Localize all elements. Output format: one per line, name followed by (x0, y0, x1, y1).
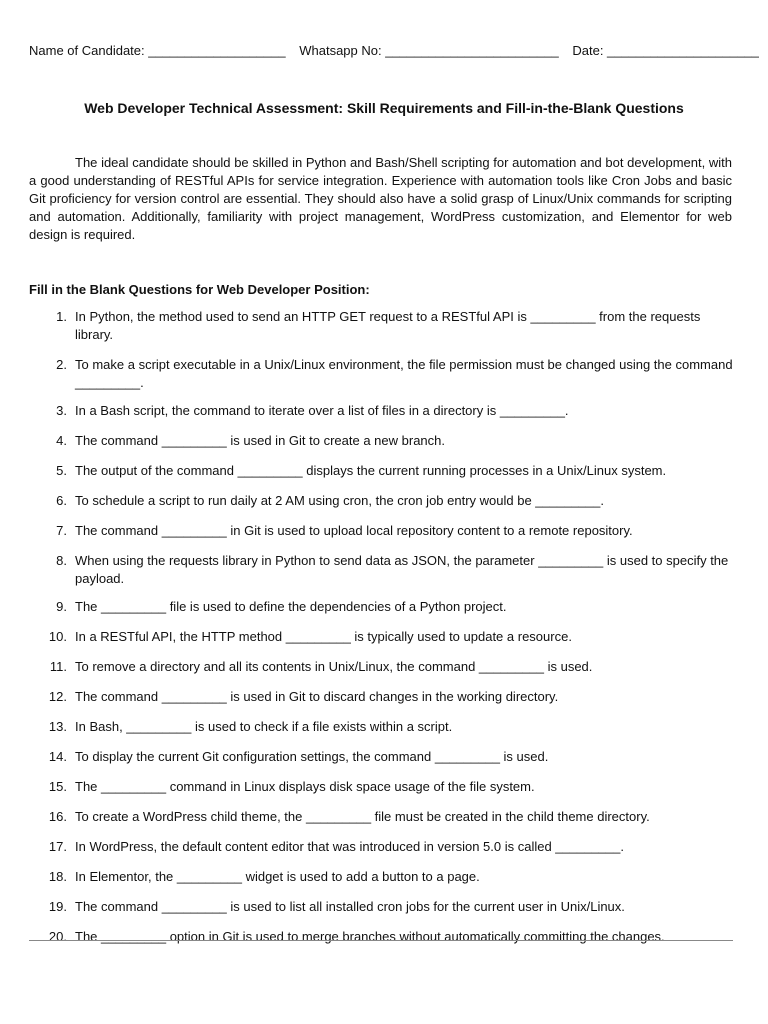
question-item (29, 522, 734, 540)
question-text: To display the current Git configuration settings, the command _________ is used. (75, 749, 549, 764)
date-field[interactable]: Date: _____________________ (572, 43, 759, 58)
question-text: The command _________ is used in Git to discard changes in the working directory. (75, 689, 559, 704)
question-text: To remove a directory and all its contents in Unix/Linux, the command _________ is used. (75, 659, 593, 674)
question-number: 18. (48, 869, 67, 884)
question-text: The _________ file is used to define the dependencies of a Python project. (75, 599, 507, 614)
document-title: Web Developer Technical Assessment: Skill Requirements and Fill-in-the-Blank Questions (84, 100, 684, 116)
question-text: In WordPress, the default content editor that was introduced in version 5.0 is called _________. (75, 839, 624, 854)
question-item (29, 308, 734, 344)
page-divider (29, 940, 733, 941)
section-heading: Fill in the Blank Questions for Web Developer Position: (29, 282, 370, 297)
question-item (29, 598, 734, 616)
question-item (29, 838, 734, 856)
question-item (29, 778, 734, 796)
question-text: In Python, the method used to send an HTTP GET request to a RESTful API is _________ from the requests library. (75, 309, 701, 342)
question-text: When using the requests library in Python to send data as JSON, the parameter _________ is used to specify the payload. (75, 553, 729, 586)
question-item (29, 356, 734, 392)
question-text: In a Bash script, the command to iterate over a list of files in a directory is _________. (75, 403, 569, 418)
question-text: The command _________ is used to list all installed cron jobs for the current user in Unix/Linux. (75, 899, 625, 914)
question-text: The output of the command _________ displays the current running processes in a Unix/Linux system. (75, 463, 667, 478)
question-text: To schedule a script to run daily at 2 AM using cron, the cron job entry would be _________. (75, 493, 604, 508)
question-number: 7. (56, 523, 67, 538)
question-number: 2. (56, 357, 67, 372)
question-item (29, 462, 734, 480)
question-item (29, 718, 734, 736)
question-text: The _________ option in Git is used to merge branches without automatically committing the changes. (75, 929, 665, 944)
question-number: 1. (56, 309, 67, 324)
candidate-name-field[interactable]: Name of Candidate: ___________________ (29, 43, 286, 58)
question-item (29, 748, 734, 766)
question-text: In a RESTful API, the HTTP method _________ is typically used to update a resource. (75, 629, 572, 644)
question-number: 4. (56, 433, 67, 448)
question-item (29, 928, 734, 946)
questions-list (29, 308, 734, 958)
question-text: To make a script executable in a Unix/Linux environment, the file permission must be changed using the command _________. (75, 357, 733, 390)
question-number: 15. (48, 779, 67, 794)
question-number: 17. (48, 839, 67, 854)
question-number: 13. (48, 719, 67, 734)
question-item (29, 898, 734, 916)
question-item (29, 432, 734, 450)
question-item (29, 492, 734, 510)
question-item (29, 552, 734, 588)
question-number: 16. (48, 809, 67, 824)
question-text: To create a WordPress child theme, the _________ file must be created in the child theme directory. (75, 809, 650, 824)
intro-paragraph: The ideal candidate should be skilled in Python and Bash/Shell scripting for automation and bot development, with a good understanding of RESTful APIs for service integration. Experience with automation tools like Cron Jobs and basic Git proficiency for version control are essential. They should also have a solid grasp of Linux/Unix commands for scripting and automation. Additionally, familiarity with project management, WordPress customization, and Elementor for web design is required. (29, 155, 732, 242)
candidate-info-line (29, 43, 768, 58)
question-item (29, 868, 734, 886)
question-number: 14. (48, 749, 67, 764)
question-number: 3. (56, 403, 67, 418)
question-number: 6. (56, 493, 67, 508)
question-text: The command _________ in Git is used to upload local repository content to a remote repository. (75, 523, 633, 538)
question-number: 12. (48, 689, 67, 704)
question-item (29, 658, 734, 676)
question-item (29, 402, 734, 420)
question-item (29, 808, 734, 826)
question-text: The _________ command in Linux displays disk space usage of the file system. (75, 779, 535, 794)
question-number: 10. (48, 629, 67, 644)
whatsapp-number-field[interactable]: Whatsapp No: ________________________ (299, 43, 559, 58)
question-item (29, 688, 734, 706)
question-text: In Elementor, the _________ widget is used to add a button to a page. (75, 869, 480, 884)
question-item (29, 628, 734, 646)
question-number: 20. (48, 929, 67, 944)
question-number: 8. (56, 553, 67, 568)
question-text: In Bash, _________ is used to check if a file exists within a script. (75, 719, 453, 734)
question-number: 5. (56, 463, 67, 478)
question-text: The command _________ is used in Git to create a new branch. (75, 433, 445, 448)
question-number: 19. (48, 899, 67, 914)
question-number: 11. (49, 659, 67, 674)
question-number: 9. (56, 599, 67, 614)
